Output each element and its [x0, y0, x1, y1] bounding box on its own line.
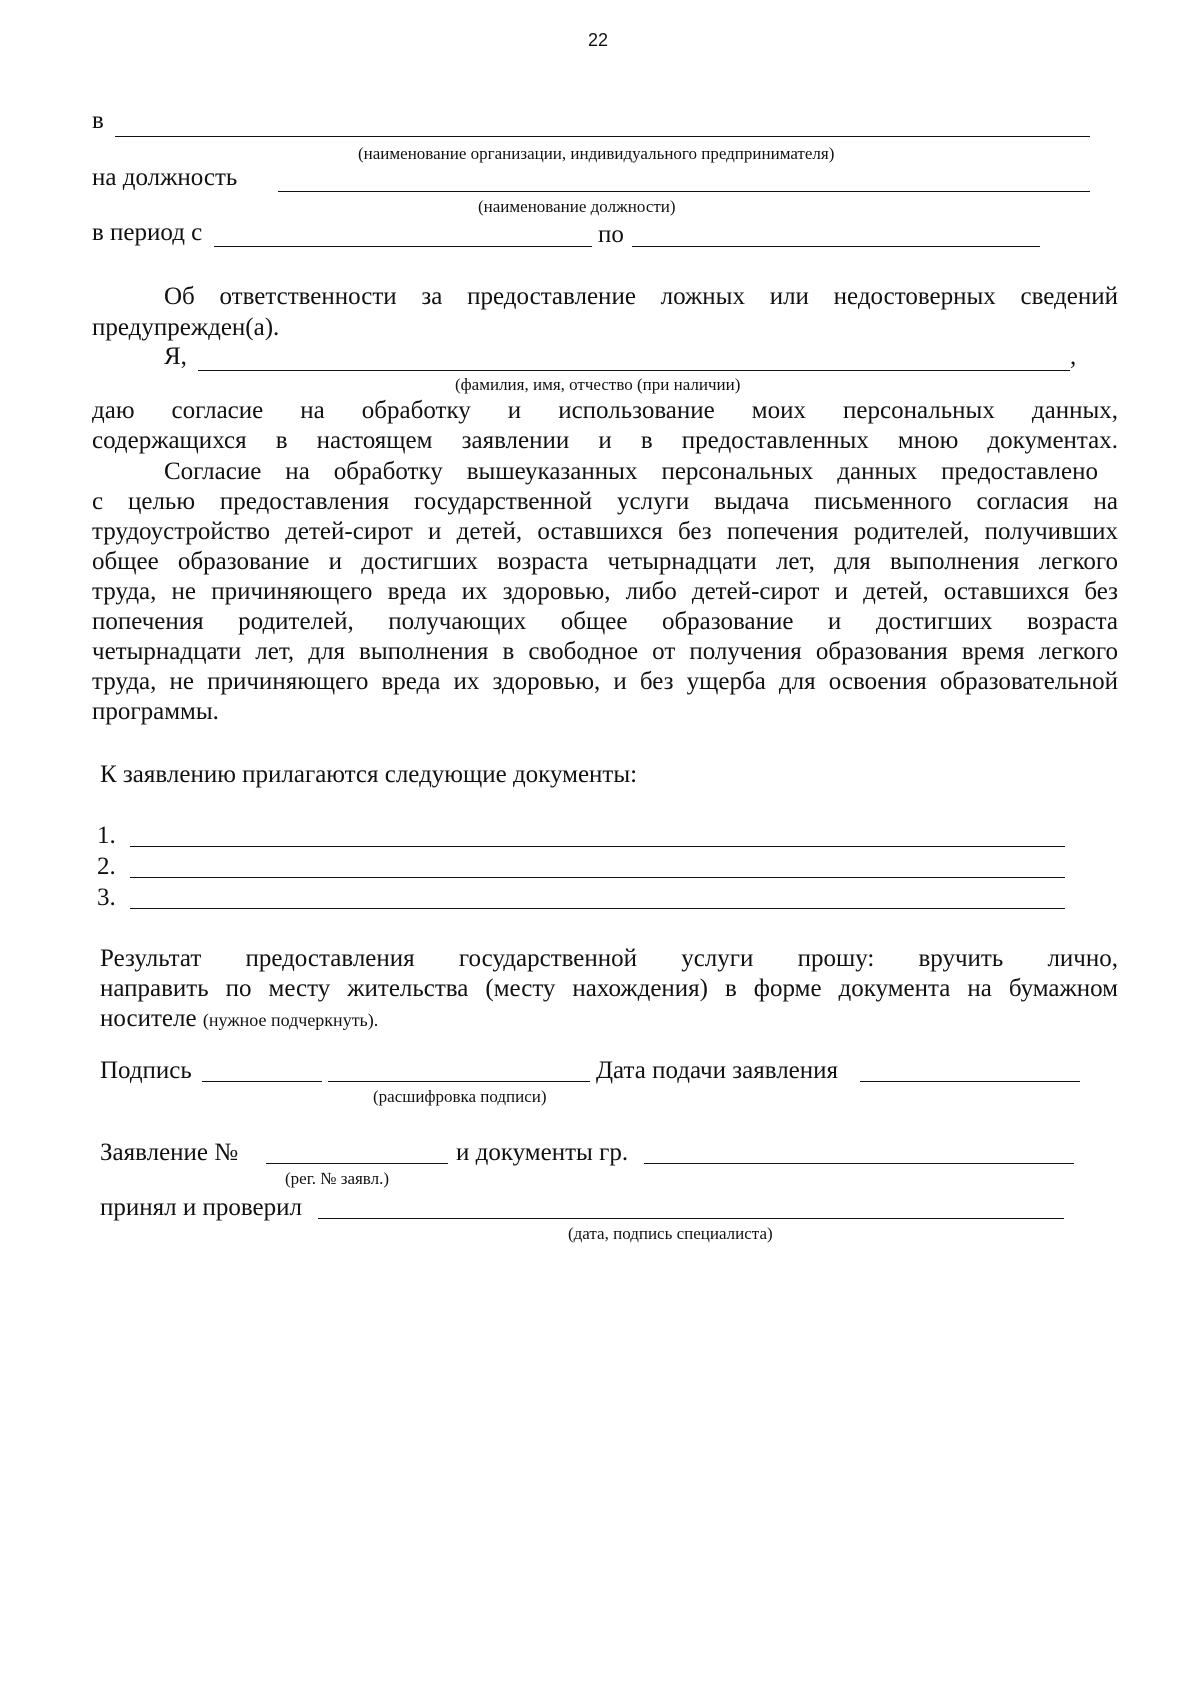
attachments-heading: К заявлению прилагаются следующие документы: [100, 761, 638, 788]
attachment-line-1[interactable] [130, 846, 1065, 847]
submission-date-label: Дата подачи заявления [596, 1057, 839, 1084]
purpose-line-1: Согласие на обработку вышеуказанных персональных данных предоставлено [164, 458, 1098, 485]
signature-caption: (расшифровка подписи) [373, 1087, 547, 1106]
position-line[interactable] [278, 191, 1090, 192]
attachment-line-2[interactable] [130, 877, 1065, 878]
consent-prefix: Я, [164, 343, 187, 370]
application-number-caption: (рег. № заявл.) [285, 1169, 390, 1188]
result-note: (нужное подчеркнуть). [202, 1010, 379, 1030]
result-line-1: Результат предоставления государственной услуги прошу: вручить лично, [100, 945, 1118, 972]
full-name-caption: (фамилия, имя, отчество (при наличии) [455, 375, 741, 394]
application-number-line[interactable] [266, 1163, 448, 1164]
org-name-line[interactable] [115, 136, 1090, 137]
documents-label: и документы гр. [456, 1139, 629, 1166]
period-to-label: по [598, 221, 624, 248]
purpose-line-2: с целью предоставления государственной услуги выдача письменного согласия на [92, 488, 1118, 515]
checked-by-line[interactable] [318, 1218, 1064, 1219]
result-line-3-main: носителе [100, 1005, 203, 1032]
purpose-line-4: общее образование и достигших возраста четырнадцати лет, для выполнения легкого [92, 548, 1118, 575]
position-caption: (наименование должности) [478, 197, 676, 216]
page-number: 22 [588, 30, 609, 50]
checked-by-label: принял и проверил [100, 1194, 302, 1221]
org-name-caption: (наименование организации, индивидуального предпринимателя) [358, 144, 835, 163]
attachment-number-1: 1. [97, 822, 116, 849]
result-line-3 [100, 1004, 378, 1035]
signature-line[interactable] [202, 1081, 322, 1082]
warning-line-2: предупрежден(а). [92, 314, 280, 341]
consent-line-1: даю согласие на обработку и использование моих персональных данных, [92, 397, 1118, 424]
attachment-number-2: 2. [97, 853, 116, 880]
period-from-line[interactable] [214, 246, 592, 247]
signature-label: Подпись [100, 1057, 192, 1084]
purpose-line-8: труда, не причиняющего вреда их здоровью, и без ущерба для освоения образовательной [92, 668, 1118, 695]
period-from-label: в период с [92, 219, 203, 246]
purpose-line-6: попечения родителей, получающих общее образование и достигших возраста [92, 608, 1118, 635]
signature-decoding-line[interactable] [328, 1081, 590, 1082]
result-line-2: направить по месту жительства (месту нахождения) в форме документа на бумажном [100, 975, 1118, 1002]
period-to-line[interactable] [632, 246, 1040, 247]
full-name-line[interactable] [198, 370, 1070, 371]
purpose-line-7: четырнадцати лет, для выполнения в свободное от получения образования время легкого [92, 638, 1118, 665]
purpose-line-5: труда, не причиняющего вреда их здоровью, либо детей-сирот и детей, оставшихся без [92, 578, 1118, 605]
consent-comma: , [1070, 343, 1077, 370]
warning-line-1: Об ответственности за предоставление ложных или недостоверных сведений [164, 283, 1118, 310]
purpose-line-9: программы. [92, 698, 219, 725]
consent-line-2: содержащихся в настоящем заявлении и в предоставленных мною документах. [92, 427, 1118, 454]
checked-by-caption: (дата, подпись специалиста) [568, 1224, 773, 1243]
purpose-line-3: трудоустройство детей-сирот и детей, оставшихся без попечения родителей, получивших [92, 518, 1118, 545]
org-prefix: в [92, 107, 104, 134]
submission-date-line[interactable] [860, 1081, 1080, 1082]
position-label: на должность [92, 164, 238, 191]
application-number-label: Заявление № [100, 1139, 239, 1166]
citizen-name-line[interactable] [644, 1163, 1074, 1164]
attachment-line-3[interactable] [130, 908, 1065, 909]
attachment-number-3: 3. [97, 884, 116, 911]
